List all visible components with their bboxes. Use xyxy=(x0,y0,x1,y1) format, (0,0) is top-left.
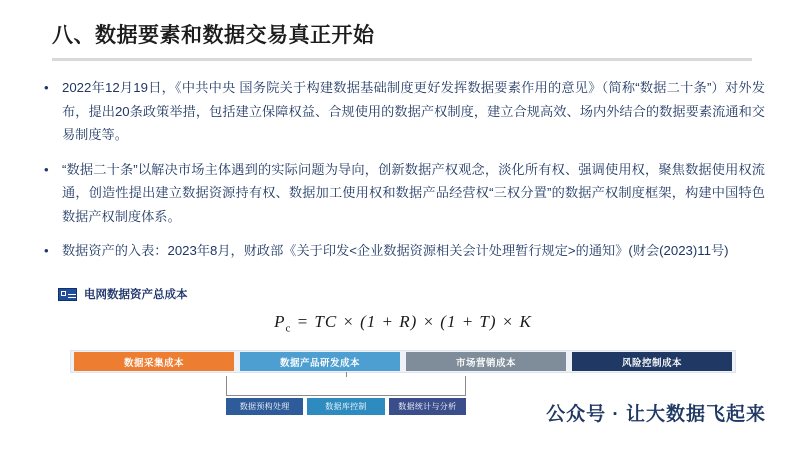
national-grid-logo-icon xyxy=(58,288,77,301)
list-item xyxy=(40,158,765,229)
formula-expression: = TC × (1 + R) × (1 + T) × K xyxy=(291,312,532,331)
cost-cell-rnd: 数据产品研发成本 xyxy=(240,352,400,371)
watermark-text: 公众号 · 让大数据飞起来 xyxy=(546,404,766,425)
cost-cell-collection: 数据采集成本 xyxy=(74,352,234,371)
bullet-list xyxy=(40,76,765,274)
bullet-dot-icon: • xyxy=(44,80,49,95)
bullet-text: “数据二十条”以解决市场主体遇到的实际问题为导向，创新数据产权观念，淡化所有权、强调使用权，聚焦数据使用权流通，创造性提出建立数据资源持有权、数据加工使用权和数据产品经营权“三权分置”的数据产权制度框架，构建中国特色数据产权制度体系。 xyxy=(62,161,765,224)
list-item xyxy=(40,239,765,263)
formula-subscript: c xyxy=(285,322,292,335)
cost-formula xyxy=(58,312,748,334)
bullet-dot-icon: • xyxy=(44,243,49,258)
sub-cell-analysis: 数据统计与分析 xyxy=(389,398,466,415)
formula-symbol: P xyxy=(274,312,286,331)
bullet-dot-icon: • xyxy=(44,161,49,177)
cost-cell-marketing: 市场营销成本 xyxy=(406,352,566,371)
sub-cell-dbcontrol: 数据库控制 xyxy=(307,398,384,415)
page-title xyxy=(52,22,760,56)
sub-cell-preprocess: 数据预构处理 xyxy=(226,398,303,415)
cost-component-row xyxy=(74,352,732,371)
bullet-text: 2022年12月19日，《中共中央 国务院关于构建数据基础制度更好发挥数据要素作用的意见》（简称“数据二十条”）对外发布，提出20条政策举措，包括建立保障权益、合规使用的数据产权制度，建立合规高效、场内外结合的数据要素流通和交易制度等。 xyxy=(62,80,765,142)
title-divider xyxy=(52,58,752,61)
cost-cell-risk: 风险控制成本 xyxy=(572,352,732,371)
figure-header xyxy=(58,286,188,302)
figure-title: 电网数据资产总成本 xyxy=(84,289,188,301)
bracket-connector xyxy=(226,376,466,396)
bullet-text: 数据资产的入表：2023年8月，财政部《关于印发<企业数据资源相关会计处理暂行规定>的通知》(财会(2023)11号) xyxy=(62,243,729,258)
page-title-text: 八、数据要素和数据交易真正开始 xyxy=(52,24,375,47)
list-item xyxy=(40,76,765,147)
sub-component-row xyxy=(226,398,466,415)
